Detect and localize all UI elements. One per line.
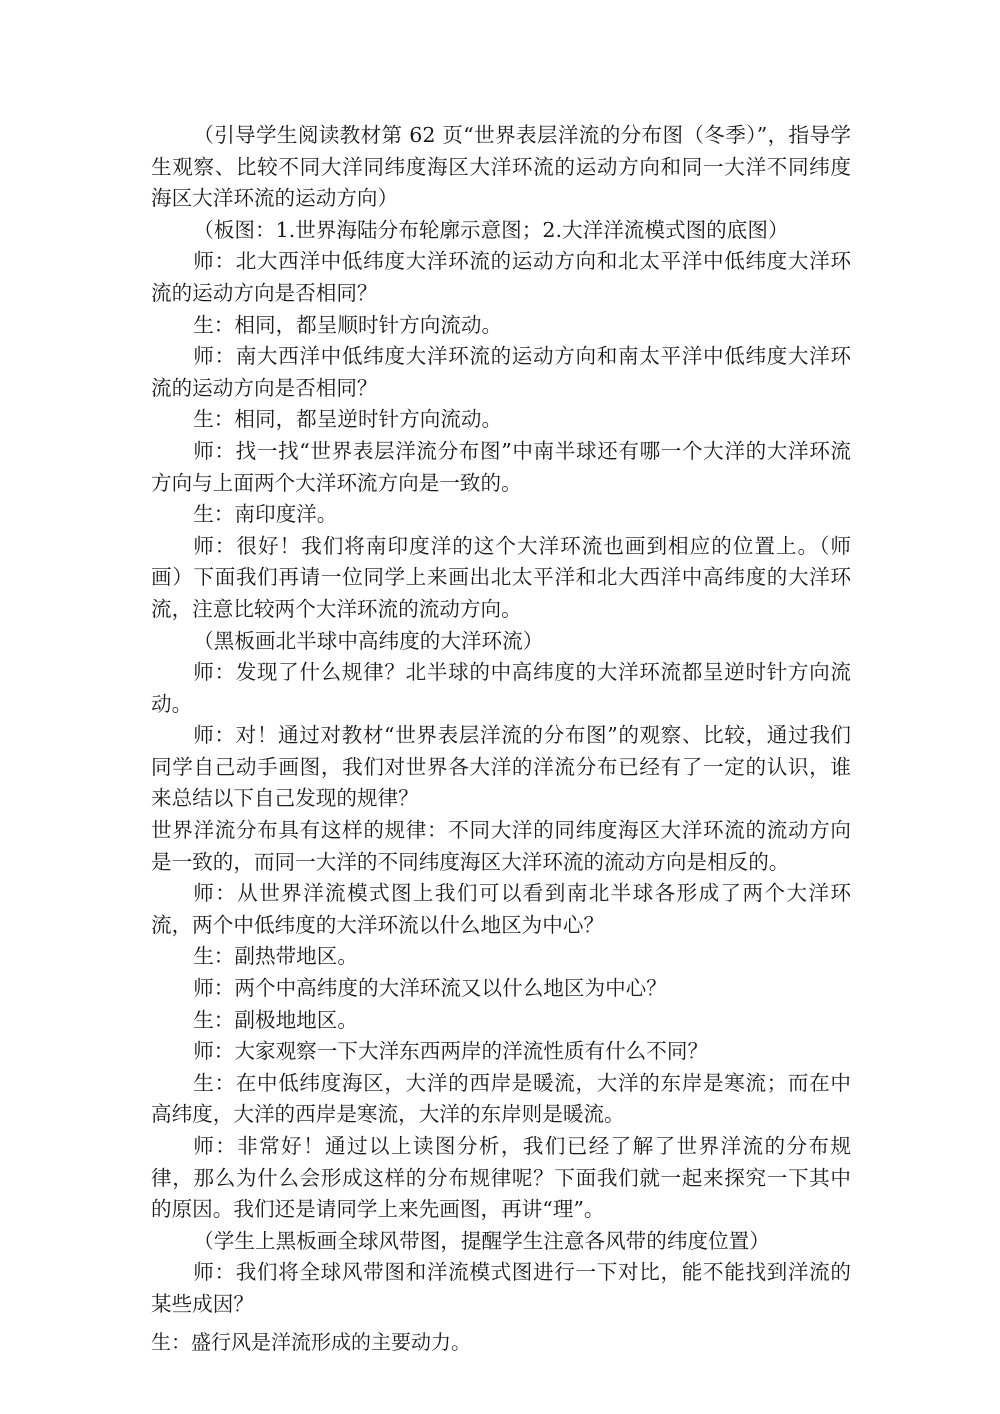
paragraph-summary-rule: 世界洋流分布具有这样的规律：不同大洋的同纬度海区大洋环流的流动方向是一致的，而同一大洋的不同纬度海区大洋环流的流动方向是相反的。 bbox=[151, 818, 851, 874]
paragraph-teacher-question: 师：两个中高纬度的大洋环流又以什么地区为中心？ bbox=[193, 976, 667, 1001]
paragraph-teacher-question: 师：发现了什么规律？北半球的中高纬度的大洋环流都呈逆时针方向流动。 bbox=[151, 660, 851, 716]
paragraph-teacher-remark: 师：非常好！通过以上读图分析，我们已经了解了世界洋流的分布规律，那么为什么会形成这样的分布规律呢？下面我们就一起来探究一下其中的原因。我们还是请同学上来先画图，再讲“理”。 bbox=[151, 1134, 851, 1222]
paragraph-student-answer: 生：相同，都呈顺时针方向流动。 bbox=[193, 312, 503, 337]
paragraph-board-drawing-note: （黑板画北半球中高纬度的大洋环流） bbox=[193, 628, 544, 653]
paragraph-teacher-question: 师：北大西洋中低纬度大洋环流的运动方向和北太平洋中低纬度大洋环流的运动方向是否相同？ bbox=[151, 249, 851, 305]
paragraph-student-answer: 生：副热带地区。 bbox=[193, 944, 358, 969]
paragraph-teacher-question: 师：找一找“世界表层洋流分布图”中南半球还有哪一个大洋的大洋环流方向与上面两个大洋环流方向是一致的。 bbox=[151, 438, 851, 495]
paragraph-teacher-question: 师：南大西洋中低纬度大洋环流的运动方向和南太平洋中低纬度大洋环流的运动方向是否相同？ bbox=[151, 344, 851, 400]
paragraph-teacher-remark: 师：很好！我们将南印度洋的这个大洋环流也画到相应的位置上。（师画）下面我们再请一位同学上来画出北太平洋和北大西洋中高纬度的大洋环流，注意比较两个大洋环流的流动方向。 bbox=[151, 533, 851, 621]
paragraph-student-answer-final: 生：盛行风是洋流形成的主要动力。 bbox=[151, 1329, 471, 1354]
paragraph-board-drawing-note: （学生上黑板画全球风带图，提醒学生注意各风带的纬度位置） bbox=[193, 1228, 770, 1253]
paragraph-instruction-read-textbook: （引导学生阅读教材第 62 页“世界表层洋流的分布图（冬季）”，指导学生观察、比较不同大洋同纬度海区大洋环流的运动方向和同一大洋不同纬度海区大洋环流的运动方向） bbox=[151, 123, 851, 211]
paragraph-board-drawing-note: （板图：1.世界海陆分布轮廓示意图；2.大洋洋流模式图的底图） bbox=[193, 217, 789, 242]
paragraph-student-answer: 生：副极地地区。 bbox=[193, 1007, 358, 1032]
paragraph-student-answer: 生：南印度洋。 bbox=[193, 502, 338, 527]
paragraph-teacher-question: 师：大家观察一下大洋东西两岸的洋流性质有什么不同？ bbox=[193, 1039, 709, 1064]
paragraph-teacher-question: 师：从世界洋流模式图上我们可以看到南北半球各形成了两个大洋环流，两个中低纬度的大洋环流以什么地区为中心？ bbox=[151, 881, 851, 937]
paragraph-student-answer: 生：相同，都呈逆时针方向流动。 bbox=[193, 407, 503, 432]
paragraph-student-answer: 生：在中低纬度海区，大洋的西岸是暖流，大洋的东岸是寒流；而在中高纬度，大洋的西岸是寒流，大洋的东岸则是暖流。 bbox=[151, 1070, 851, 1127]
paragraph-teacher-question: 师：我们将全球风带图和洋流模式图进行一下对比，能不能找到洋流的某些成因？ bbox=[151, 1260, 851, 1316]
document-page bbox=[151, 120, 851, 1358]
paragraph-teacher-remark: 师：对！通过对教材“世界表层洋流的分布图”的观察、比较，通过我们同学自己动手画图，我们对世界各大洋的洋流分布已经有了一定的认识，谁来总结以下自己发现的规律？ bbox=[151, 723, 851, 811]
